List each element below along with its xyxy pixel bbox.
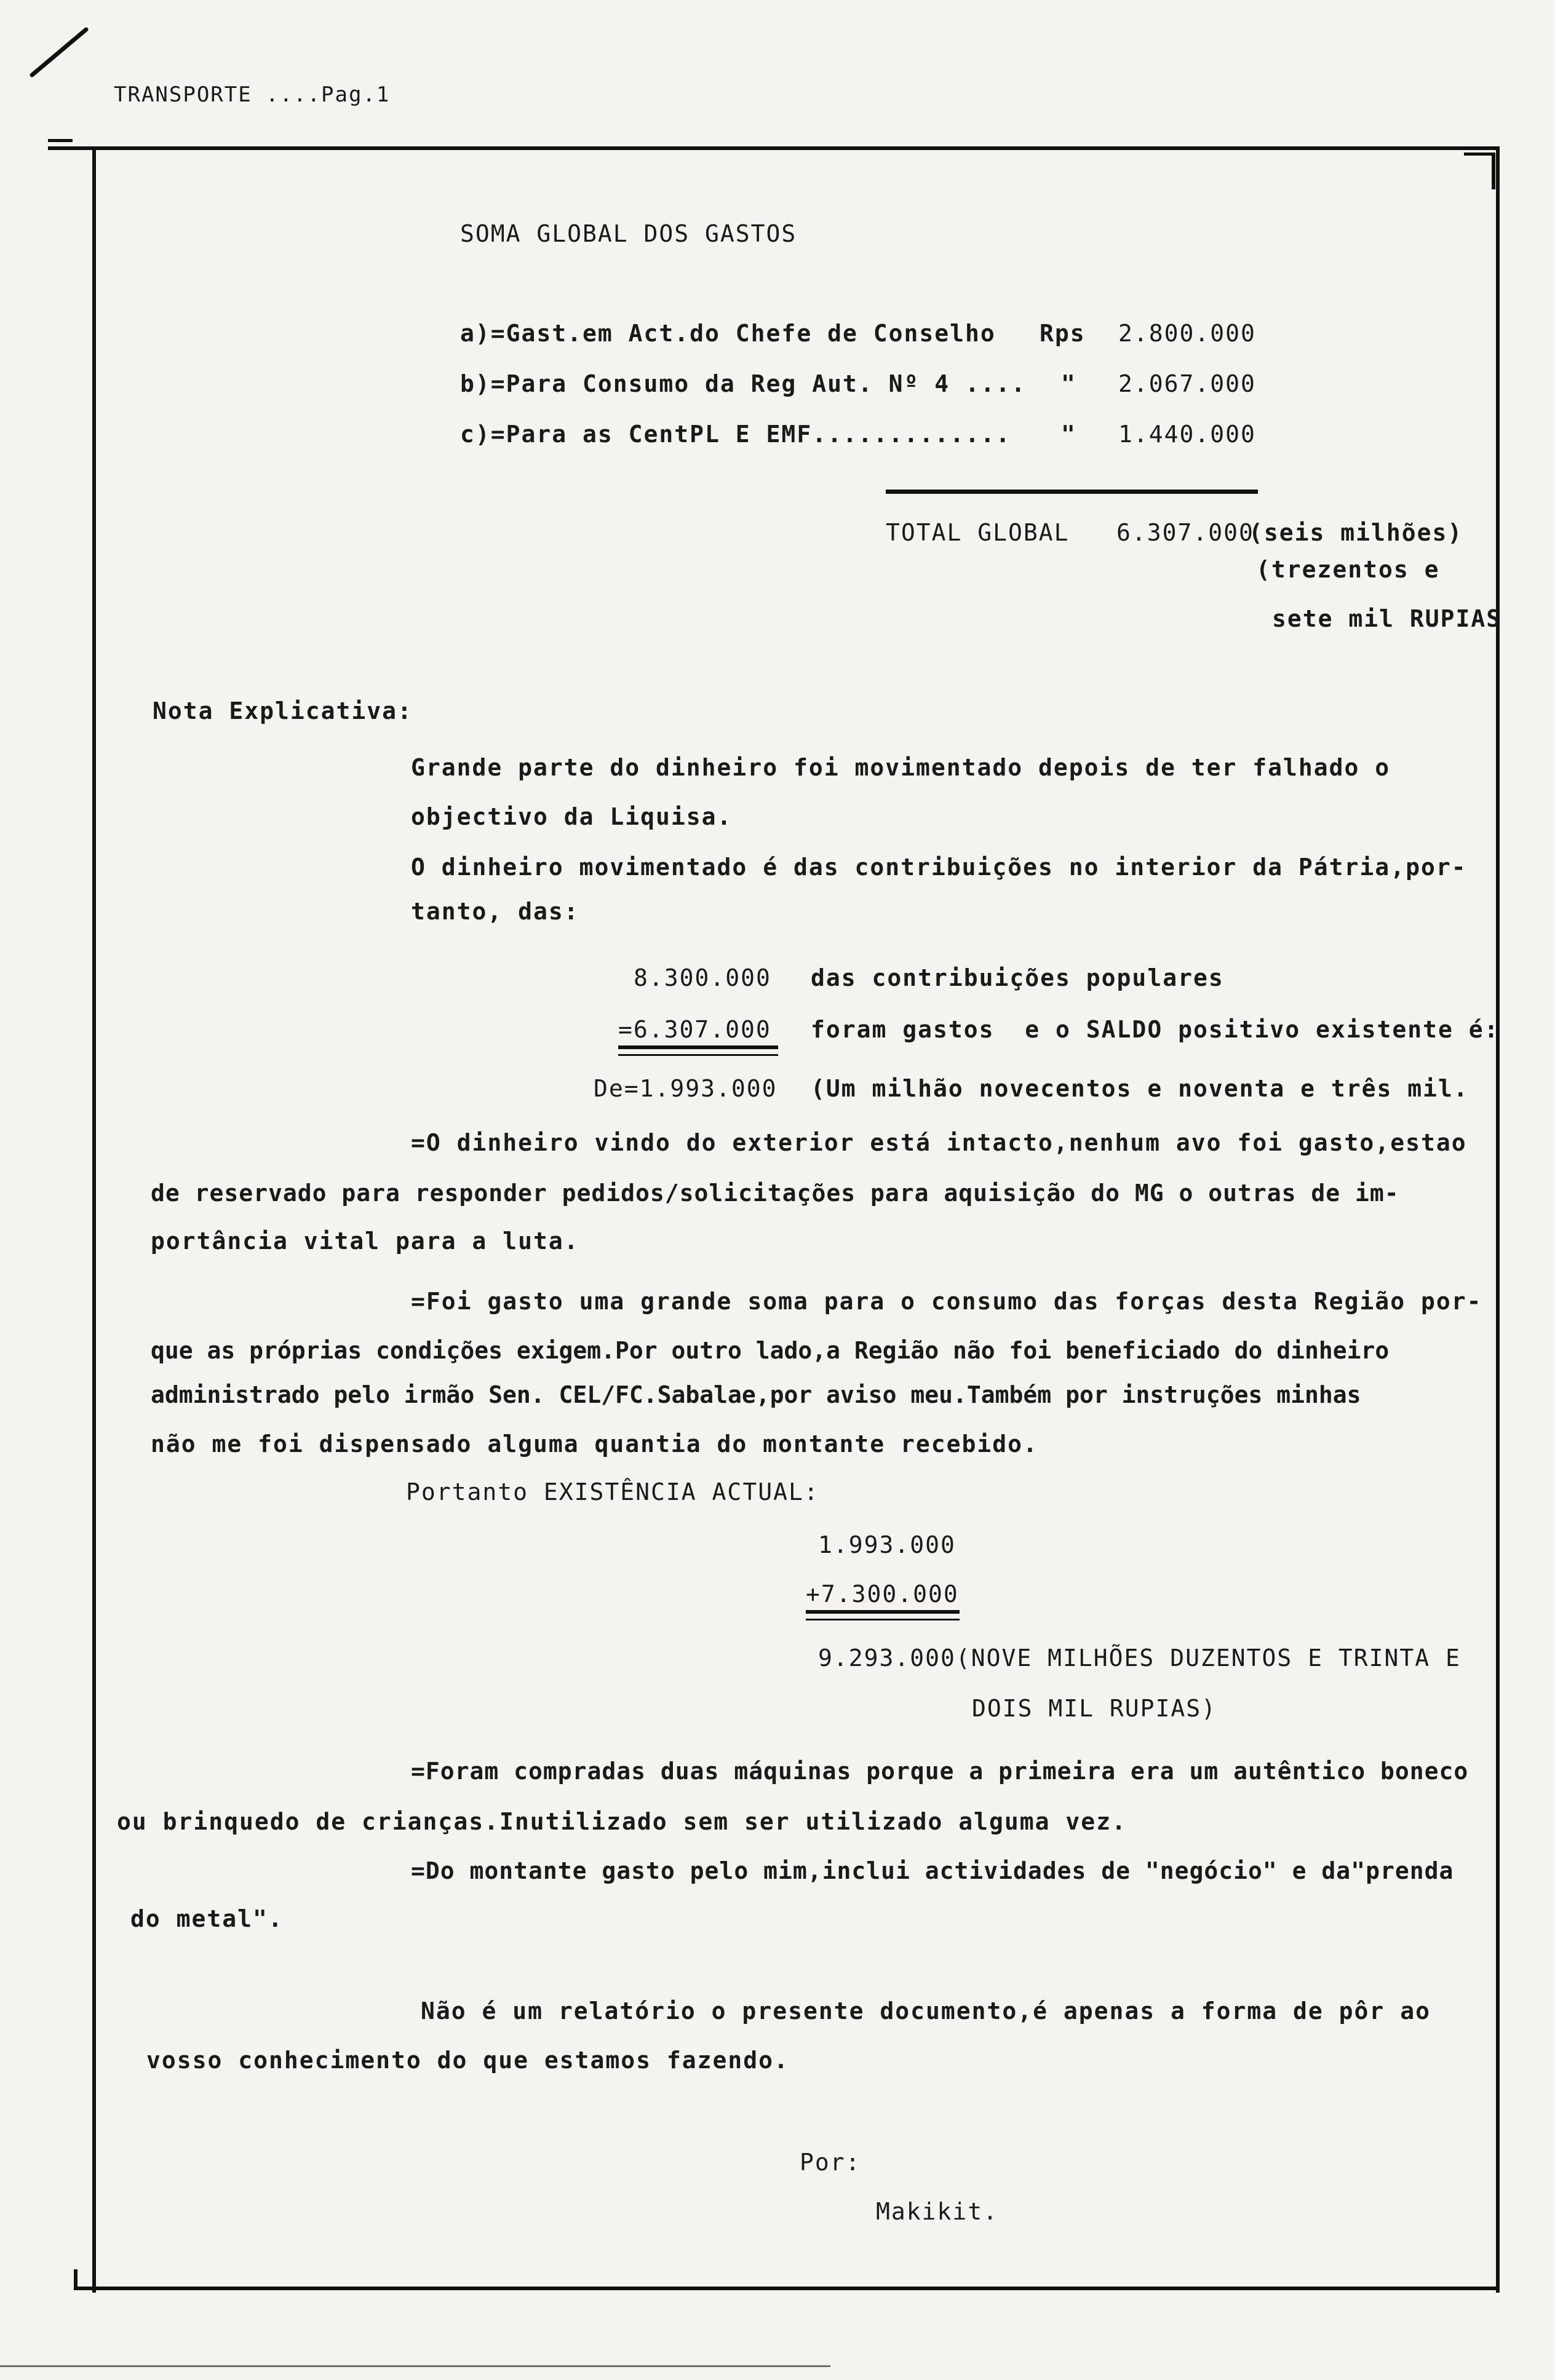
expense-amount: 1.440.000 bbox=[1118, 421, 1256, 448]
sum-underline bbox=[886, 490, 1258, 494]
page-title: SOMA GLOBAL DOS GASTOS bbox=[460, 220, 797, 247]
note-line: O dinheiro movimentado é das contribuições no interior da Pátria,por- bbox=[411, 854, 1467, 881]
note-heading: Nota Explicativa: bbox=[153, 697, 413, 724]
expense-currency: " bbox=[1061, 370, 1076, 397]
calc-value: 8.300.000 bbox=[634, 964, 771, 991]
expense-currency: " bbox=[1061, 421, 1076, 448]
existence-underline bbox=[806, 1610, 960, 1614]
paragraph-line: =Do montante gasto pelo mim,inclui actividades de "negócio" e da"prenda bbox=[411, 1857, 1454, 1884]
total-words-3: sete mil RUPIAS bbox=[1272, 605, 1502, 632]
existence-result: 9.293.000(NOVE MILHÕES DUZENTOS E TRINTA E bbox=[818, 1644, 1461, 1672]
expense-label: b)=Para Consumo da Reg Aut. Nº 4 .... bbox=[460, 370, 1027, 397]
expense-amount: 2.800.000 bbox=[1118, 320, 1256, 347]
expense-currency: Rps bbox=[1040, 320, 1086, 347]
closing-line: Não é um relatório o presente documento,é apenas a forma de pôr ao bbox=[421, 1997, 1431, 2025]
paragraph-line: de reservado para responder pedidos/solicitações para aquisição do MG o outras de im- bbox=[151, 1180, 1399, 1207]
paragraph-line: administrado pelo irmão Sen. CEL/FC.Sabalae,por aviso meu.Também por instruções minhas bbox=[151, 1381, 1361, 1408]
calc-underline bbox=[618, 1054, 778, 1056]
expense-label: a)=Gast.em Act.do Chefe de Conselho bbox=[460, 320, 996, 347]
paragraph-line: do metal". bbox=[130, 1905, 284, 1932]
calc-desc: das contribuições populares bbox=[811, 964, 1224, 991]
paragraph-line: ou brinquedo de crianças.Inutilizado sem ser utilizado alguma vez. bbox=[117, 1808, 1127, 1835]
note-line: objectivo da Liquisa. bbox=[411, 803, 733, 830]
paragraph-line: =Foram compradas duas máquinas porque a primeira era um autêntico boneco bbox=[411, 1758, 1469, 1785]
paragraph-line: não me foi dispensado alguma quantia do montante recebido. bbox=[151, 1430, 1038, 1458]
existence-line: 1.993.000 bbox=[818, 1531, 956, 1558]
total-label: TOTAL GLOBAL bbox=[886, 519, 1070, 546]
paragraph-line: =O dinheiro vindo do exterior está intacto,nenhum avo foi gasto,estao bbox=[411, 1129, 1467, 1156]
existence-underline bbox=[806, 1619, 960, 1620]
calc-value: =6.307.000 bbox=[618, 1016, 771, 1043]
total-amount: 6.307.000 bbox=[1116, 519, 1254, 546]
slash-mark bbox=[25, 25, 92, 80]
expense-amount: 2.067.000 bbox=[1118, 370, 1256, 397]
calc-value: De=1.993.000 bbox=[594, 1075, 778, 1102]
signature-por: Por: bbox=[800, 2149, 861, 2176]
existence-result-2: DOIS MIL RUPIAS) bbox=[972, 1695, 1217, 1722]
paragraph-line: =Foi gasto uma grande soma para o consumo das forças desta Região por- bbox=[411, 1288, 1482, 1315]
paragraph-line: portância vital para a luta. bbox=[151, 1228, 579, 1255]
calc-desc: (Um milhão novecentos e noventa e três mil. bbox=[811, 1075, 1469, 1102]
total-words-1: (seis milhões) bbox=[1249, 519, 1463, 546]
existence-line: +7.300.000 bbox=[806, 1581, 959, 1608]
calc-desc: foram gastos e o SALDO positivo existente é: bbox=[811, 1016, 1500, 1043]
closing-line: vosso conhecimento do que estamos fazendo. bbox=[146, 2047, 789, 2074]
note-line: tanto, das: bbox=[411, 898, 579, 925]
signature-name: Makikit. bbox=[876, 2198, 999, 2225]
expense-label: c)=Para as CentPL E EMF............. bbox=[460, 421, 1011, 448]
transport-header: TRANSPORTE ....Pag.1 bbox=[114, 82, 391, 107]
total-words-2: (trezentos e bbox=[1256, 556, 1440, 583]
paragraph-line: que as próprias condições exigem.Por outro lado,a Região não foi beneficiado do dinheiro bbox=[151, 1337, 1390, 1364]
existence-label: Portanto EXISTÊNCIA ACTUAL: bbox=[406, 1478, 819, 1505]
note-line: Grande parte do dinheiro foi movimentado depois de ter falhado o bbox=[411, 754, 1391, 781]
calc-underline bbox=[618, 1045, 778, 1049]
